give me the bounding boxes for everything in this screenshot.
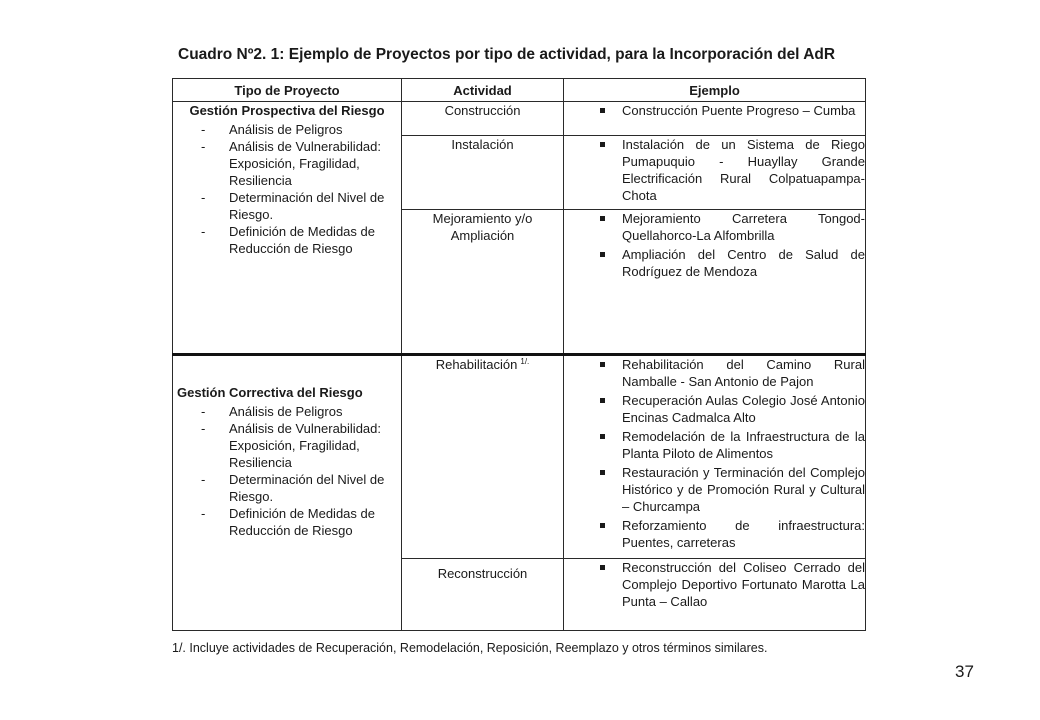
tipo-list <box>173 403 401 539</box>
list-item: Construcción Puente Progreso – Cumba <box>564 102 865 119</box>
actividad-cell: Instalación <box>402 136 564 210</box>
header-tipo: Tipo de Proyecto <box>173 79 402 102</box>
table-caption: Cuadro Nº2. 1: Ejemplo de Proyectos por tipo de actividad, para la Incorporación del AdR <box>178 46 836 63</box>
actividad-cell: Mejoramiento y/o Ampliación <box>402 210 564 355</box>
footnote-ref: 1/. <box>520 356 530 366</box>
ejemplo-cell <box>564 136 866 210</box>
list-item: Restauración y Terminación del Complejo Histórico y de Promoción Rural y Cultural – Churcampa <box>564 464 865 515</box>
actividad-cell: Rehabilitación $^{1/.}$ <box>402 355 564 559</box>
tipo-list <box>173 121 401 257</box>
list-item: Ampliación del Centro de Salud de Rodríguez de Mendoza <box>564 246 865 280</box>
tipo-cell <box>173 355 402 631</box>
list-item: - Análisis de Peligros <box>201 122 343 137</box>
header-ejemplo: Ejemplo <box>564 79 866 102</box>
table-row <box>173 102 866 136</box>
list-item: Recuperación Aulas Colegio José Antonio Encinas Cadmalca Alto <box>564 392 865 426</box>
list-item: - Determinación del Nivel de Riesgo. <box>201 190 385 222</box>
projects-table <box>172 78 866 631</box>
header-actividad: Actividad <box>402 79 564 102</box>
ejemplo-cell <box>564 559 866 631</box>
list-item: Instalación de un Sistema de Riego Pumapuquio - Huayllay Grande Electrificación Rural Colpatuapampa-Chota <box>564 136 865 204</box>
tipo-title: Gestión Prospectiva del Riesgo <box>189 103 385 118</box>
table-row <box>173 355 866 559</box>
list-item: Remodelación de la Infraestructura de la Planta Piloto de Alimentos <box>564 428 865 462</box>
tipo-title: Gestión Correctiva del Riesgo <box>177 385 363 400</box>
list-item: - Análisis de Vulnerabilidad: Exposición, Fragilidad, Resiliencia <box>201 139 382 188</box>
list-item: Rehabilitación del Camino Rural Namballe - San Antonio de Pajon <box>564 356 865 390</box>
list-item: - Definición de Medidas de Reducción de Riesgo <box>201 224 375 256</box>
list-item: Reconstrucción del Coliseo Cerrado del Complejo Deportivo Fortunato Marotta La Punta – Callao <box>564 559 865 610</box>
list-item: Reforzamiento de infraestructura: Puentes, carreteras <box>564 517 865 551</box>
ejemplo-cell <box>564 355 866 559</box>
list-item: - Análisis de Vulnerabilidad: Exposición, Fragilidad, Resiliencia <box>201 421 382 470</box>
list-item: - Análisis de Peligros <box>201 404 343 419</box>
actividad-cell: Construcción <box>402 102 564 136</box>
list-item: Mejoramiento Carretera Tongod-Quellahorco-La Alfombrilla <box>564 210 865 244</box>
list-item: - Definición de Medidas de Reducción de Riesgo <box>201 506 375 538</box>
actividad-cell: Reconstrucción <box>402 559 564 631</box>
ejemplo-cell <box>564 102 866 136</box>
page-number: 37 <box>955 662 974 681</box>
footnote: 1/. Incluye actividades de Recuperación, Remodelación, Reposición, Reemplazo y otros términos similares. <box>172 641 768 655</box>
tipo-cell <box>173 102 402 355</box>
ejemplo-cell <box>564 210 866 355</box>
list-item: - Determinación del Nivel de Riesgo. <box>201 472 385 504</box>
table-header-row <box>173 79 866 102</box>
